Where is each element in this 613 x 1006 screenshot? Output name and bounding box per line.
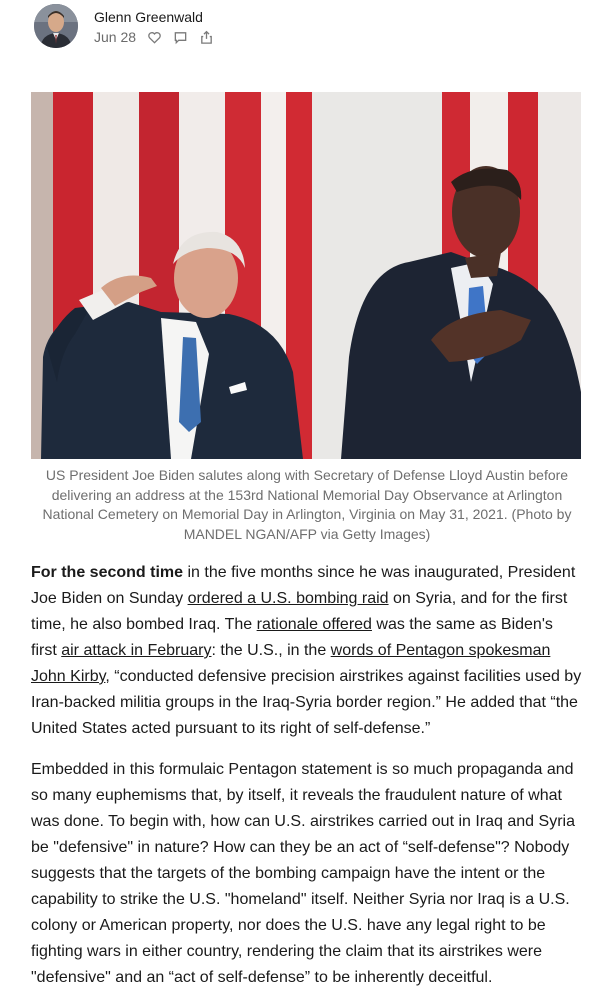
paragraph-text: : the U.S., in the (211, 642, 331, 659)
link-pentagon-spokesman[interactable]: words of Pentagon spokesman John Kirby (31, 642, 551, 685)
paragraph-text: in the five months since he was inaugurated, President Joe Biden on Sunday (31, 564, 576, 607)
link-bombing-raid[interactable]: ordered a U.S. bombing raid (187, 590, 389, 607)
article-paragraph-1 (31, 560, 583, 742)
article-paragraph-2: Embedded in this formulaic Pentagon statement is so much propaganda and so many euphemisms that, by itself, it reveals the fraudulent nature of what was done. To begin with, how can U.S. airstrikes carried out in Iraq and Syria be "defensive" in nature? How can they be an act of “self-defense"? Nobody suggests that the targets of the bombing campaign have the intent or the capability to strike the U.S. "homeland" itself. Neither Syria nor Iraq is a U.S. colony or American property, nor does the U.S. have any legal right to be fighting wars in either country, rendering the claim that its airstrikes were "defensive" and an “act of self-defense” to be inherently deceitful. (31, 761, 575, 986)
link-air-attack-february[interactable]: air attack in February (61, 642, 212, 659)
post-date: Jun 28 (94, 29, 137, 45)
lead-bold-text: For the second time (31, 564, 184, 581)
article-body (31, 560, 583, 1006)
photo-caption: US President Joe Biden salutes along with Secretary of Defense Lloyd Austin before delivering an address at the 153rd National Memorial Day Observance at Arlington National Cemetery on Memorial Day in Arlington, Virginia on May 31, 2021. (Photo by MANDEL NGAN/AFP via Getty Images) (42, 467, 572, 542)
post-header (34, 4, 594, 50)
paragraph-text: was the same as Biden's first (31, 616, 553, 659)
article-photo (31, 92, 581, 459)
share-icon[interactable] (198, 29, 214, 45)
comment-icon[interactable] (172, 29, 188, 45)
author-avatar[interactable] (34, 4, 78, 48)
paragraph-text: , “conducted defensive precision airstrikes against facilities used by Iran-backed militia groups in the Iraq-Syria border region.” He added that “the United States acted pursuant to its right of self-defense.” (31, 668, 582, 737)
post-meta (94, 28, 224, 46)
author-name[interactable]: Glenn Greenwald (94, 9, 203, 25)
paragraph-text: on Syria, and for the first time, he also bombed Iraq. The (31, 590, 568, 633)
heart-icon[interactable] (146, 29, 162, 45)
link-rationale-offered[interactable]: rationale offered (256, 616, 372, 633)
